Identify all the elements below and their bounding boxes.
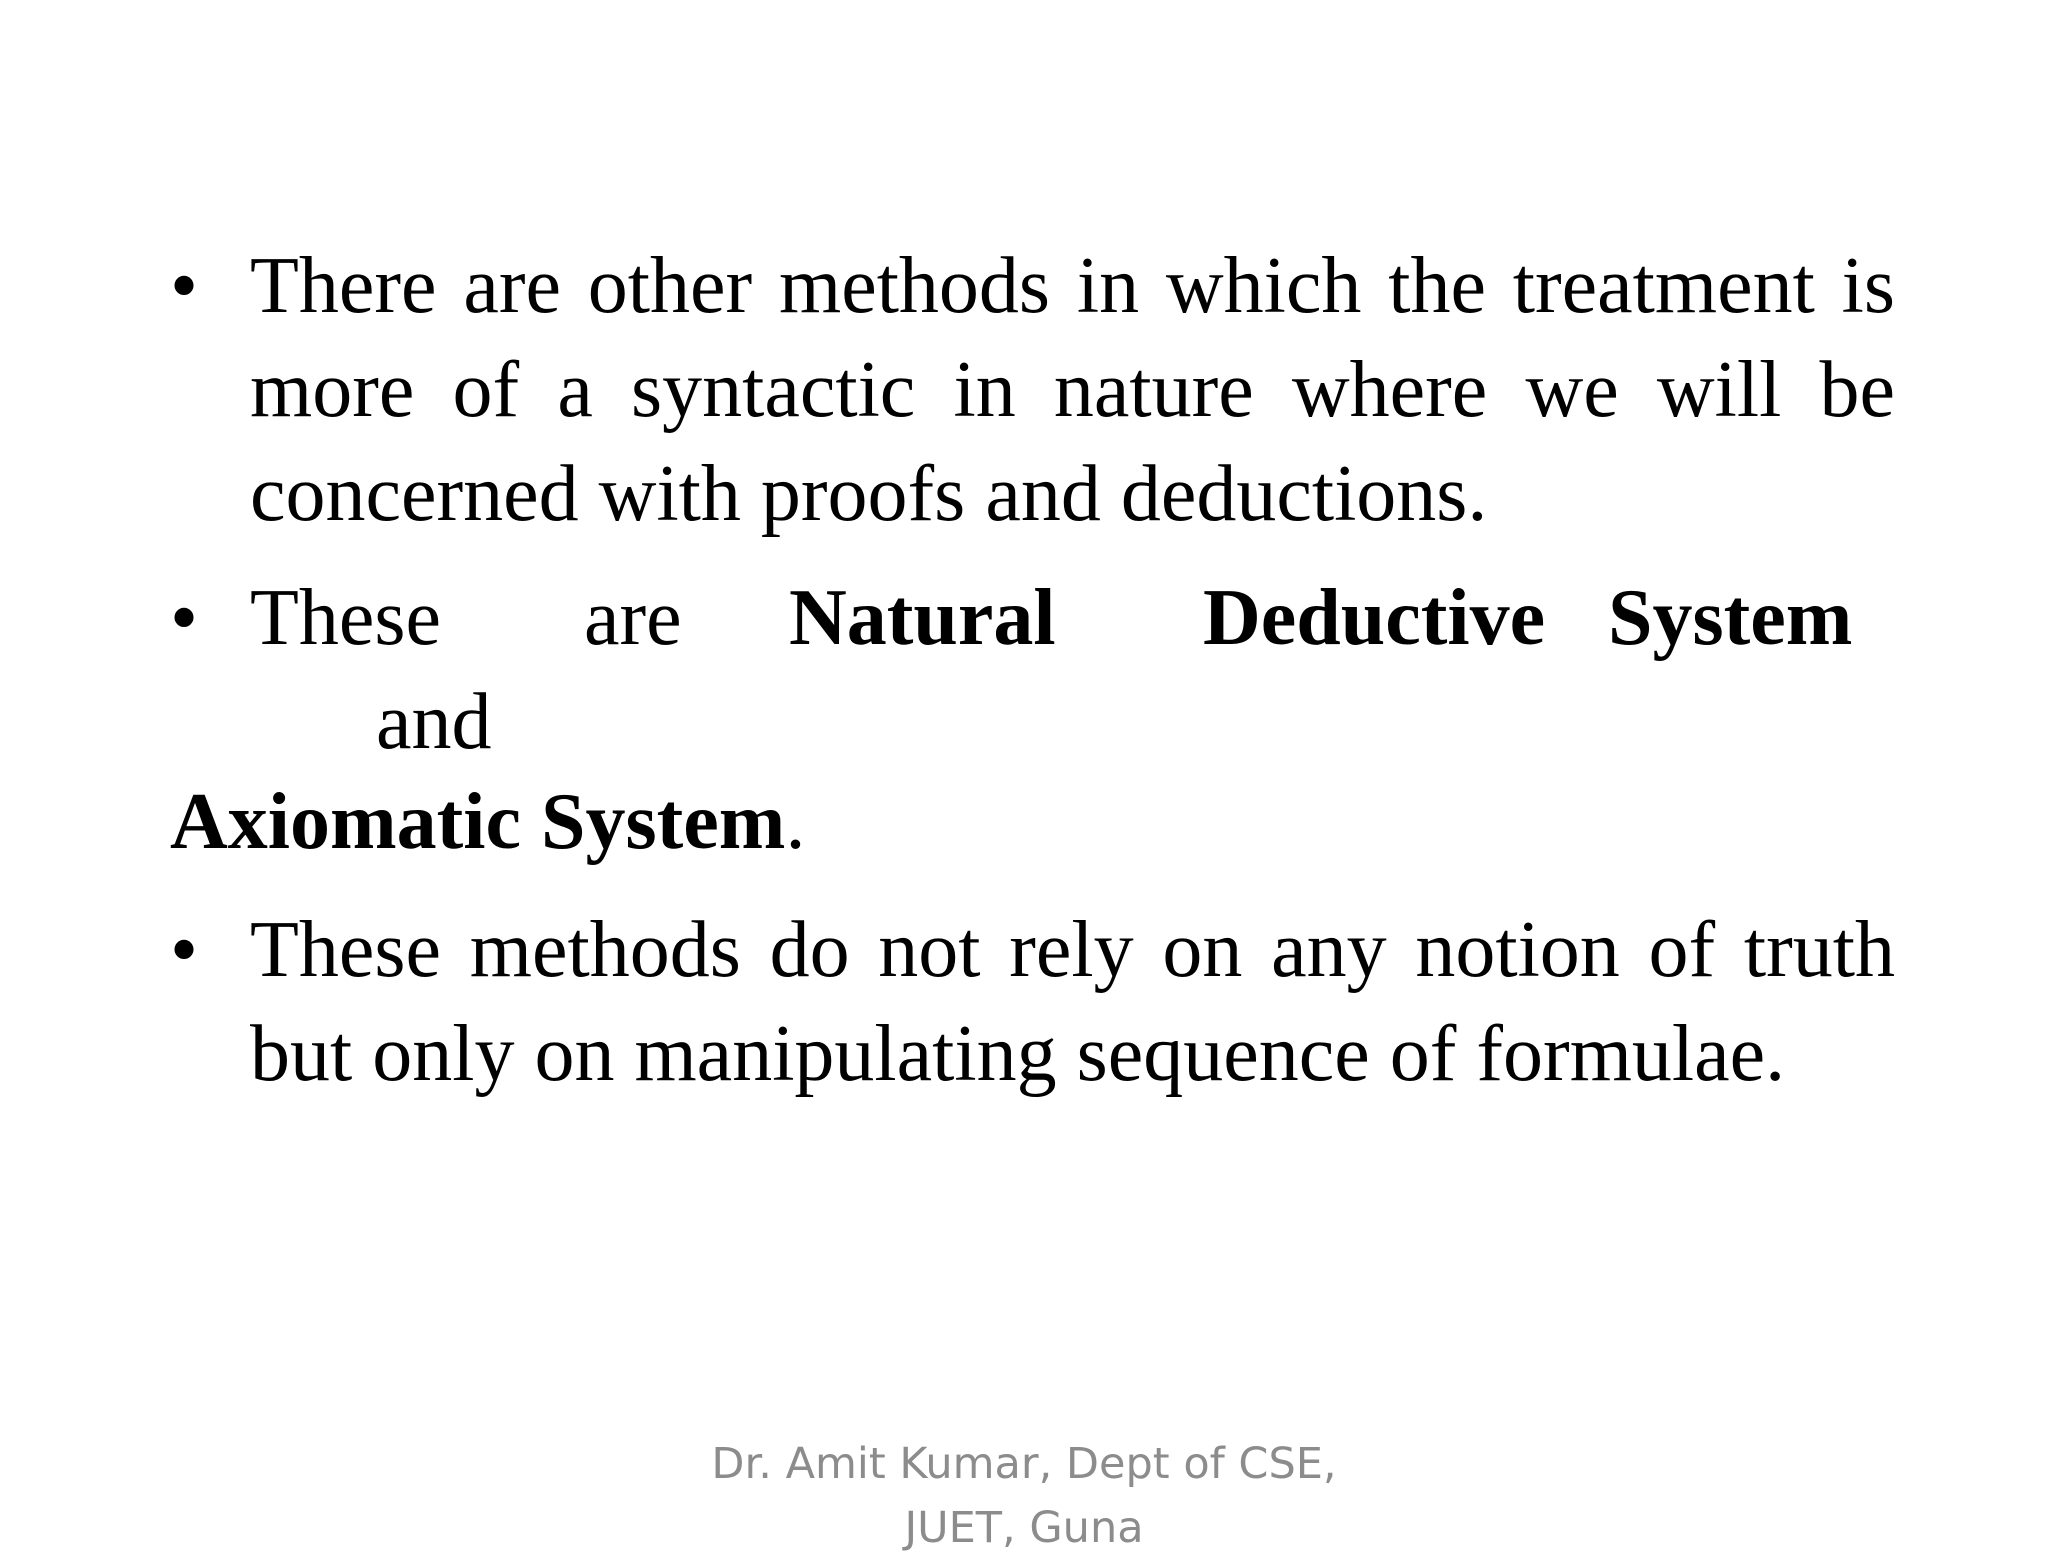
bullet-item-3 [170,898,1895,1106]
bullet-marker: • [170,574,199,662]
bullet-item-1 [170,234,1895,546]
footer-institution: JUET, Guna [904,1503,1144,1553]
axiomatic-system-line [170,770,805,874]
slide-footer [624,1432,1424,1560]
bullet-word: are [584,574,682,662]
bullet-period: . [785,778,806,866]
bullet-bold-term: Axiomatic System [170,778,786,866]
bullet-text: There are other methods in which the treatment is more of a syntactic in nature where we will be concerned with proofs and deductions. [250,242,1895,538]
bullet-text: These methods do not rely on any notion of truth but only on manipulating sequence of formulae. [250,906,1895,1098]
bullet-word-and: and [376,678,492,766]
bullet-marker: • [170,242,199,330]
bullet-bold-word: Deductive [1203,574,1546,662]
bullet-bold-word: System [1608,574,1853,662]
bullet-word: These [250,574,442,662]
bullet-bold-word: Natural [789,574,1056,662]
bullet-marker: • [170,906,199,994]
footer-author: Dr. Amit Kumar, Dept of CSE, [711,1439,1337,1489]
